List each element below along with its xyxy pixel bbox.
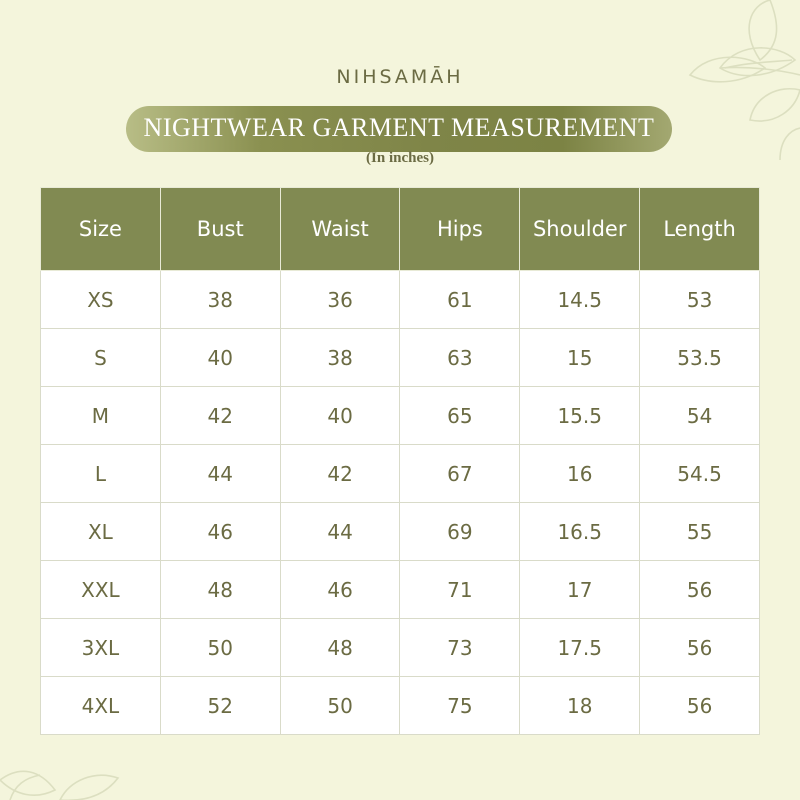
column-header: Waist (280, 188, 400, 271)
length-cell: 56 (640, 561, 760, 619)
shoulder-cell: 14.5 (520, 271, 640, 329)
bust-cell: 40 (160, 329, 280, 387)
size-cell: M (41, 387, 161, 445)
size-cell: 3XL (41, 619, 161, 677)
brand-name: NIHSAMĀH (336, 66, 464, 88)
page-title: NIGHTWEAR GARMENT MEASUREMENT (143, 113, 655, 142)
measurement-table (40, 187, 760, 735)
bust-cell: 44 (160, 445, 280, 503)
hips-cell: 75 (400, 677, 520, 735)
length-cell: 54.5 (640, 445, 760, 503)
size-cell: 4XL (41, 677, 161, 735)
table-row (41, 561, 760, 619)
shoulder-cell: 16 (520, 445, 640, 503)
hips-cell: 71 (400, 561, 520, 619)
waist-cell: 42 (280, 445, 400, 503)
column-header: Size (41, 188, 161, 271)
bust-cell: 38 (160, 271, 280, 329)
shoulder-cell: 16.5 (520, 503, 640, 561)
length-cell: 56 (640, 619, 760, 677)
waist-cell: 38 (280, 329, 400, 387)
bust-cell: 50 (160, 619, 280, 677)
table-row (41, 387, 760, 445)
bust-cell: 46 (160, 503, 280, 561)
size-cell: XXL (41, 561, 161, 619)
table-row (41, 329, 760, 387)
table-row (41, 271, 760, 329)
bust-cell: 42 (160, 387, 280, 445)
waist-cell: 46 (280, 561, 400, 619)
waist-cell: 40 (280, 387, 400, 445)
column-header: Shoulder (520, 188, 640, 271)
size-cell: XL (41, 503, 161, 561)
length-cell: 56 (640, 677, 760, 735)
hips-cell: 73 (400, 619, 520, 677)
unit-subtitle: (In inches) (366, 150, 434, 166)
table-row (41, 677, 760, 735)
column-header: Length (640, 188, 760, 271)
length-cell: 53 (640, 271, 760, 329)
hips-cell: 65 (400, 387, 520, 445)
table-header-row (41, 188, 760, 271)
waist-cell: 50 (280, 677, 400, 735)
bust-cell: 48 (160, 561, 280, 619)
shoulder-cell: 17 (520, 561, 640, 619)
waist-cell: 44 (280, 503, 400, 561)
shoulder-cell: 15 (520, 329, 640, 387)
size-cell: L (41, 445, 161, 503)
length-cell: 53.5 (640, 329, 760, 387)
shoulder-cell: 18 (520, 677, 640, 735)
hips-cell: 63 (400, 329, 520, 387)
size-cell: XS (41, 271, 161, 329)
table-row (41, 445, 760, 503)
waist-cell: 48 (280, 619, 400, 677)
bust-cell: 52 (160, 677, 280, 735)
shoulder-cell: 17.5 (520, 619, 640, 677)
column-header: Hips (400, 188, 520, 271)
hips-cell: 61 (400, 271, 520, 329)
table-row (41, 503, 760, 561)
waist-cell: 36 (280, 271, 400, 329)
shoulder-cell: 15.5 (520, 387, 640, 445)
column-header: Bust (160, 188, 280, 271)
hips-cell: 69 (400, 503, 520, 561)
table-row (41, 619, 760, 677)
size-cell: S (41, 329, 161, 387)
hips-cell: 67 (400, 445, 520, 503)
length-cell: 54 (640, 387, 760, 445)
length-cell: 55 (640, 503, 760, 561)
